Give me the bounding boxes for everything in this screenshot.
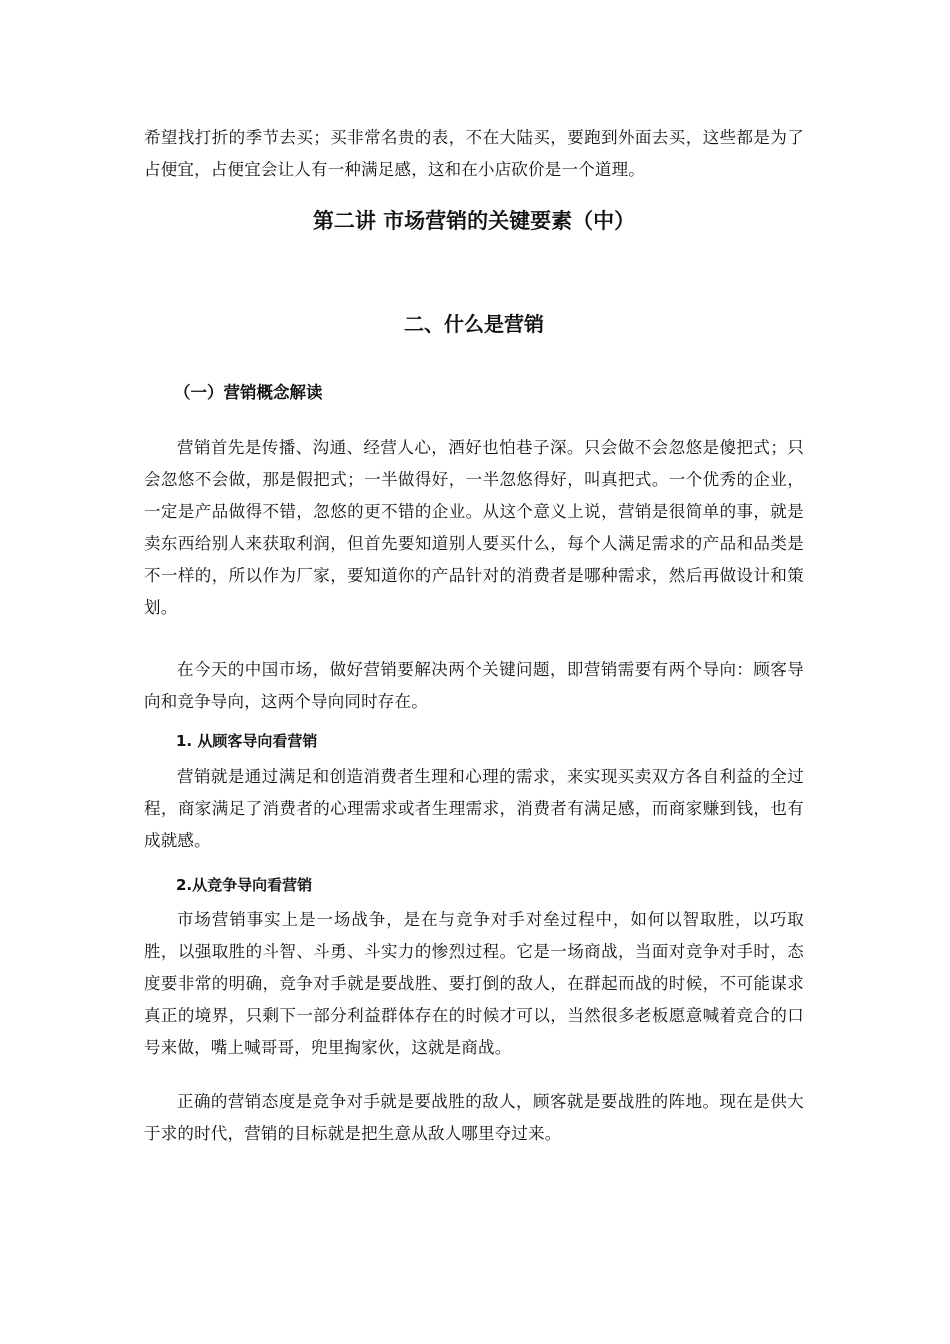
heading-customer-orientation: 1. 从顾客导向看营销 xyxy=(176,732,318,750)
body-paragraph-2: 在今天的中国市场，做好营销要解决两个关键问题，即营销需要有两个导向：顾客导向和竞争导向，这两个导向同时存在。 xyxy=(144,660,804,711)
body-paragraph-1: 营销首先是传播、沟通、经营人心，酒好也怕巷子深。只会做不会忽悠是傻把式；只会忽悠不会做，那是假把式；一半做得好，一半忽悠得好，叫真把式。一个优秀的企业，一定是产品做得不错，忽悠的更不错的企业。从这个意义上说，营销是很简单的事，就是卖东西给别人来获取利润，但首先要知道别人要买什么，每个人满足需求的产品和品类是不一样的，所以作为厂家，要知道你的产品针对的消费者是哪种需求，然后再做设计和策划。 xyxy=(144,438,804,617)
lecture-title: 第二讲 市场营销的关键要素（中） xyxy=(312,209,636,233)
body-paragraph-3: 营销就是通过满足和创造消费者生理和心理的需求，来实现买卖双方各自利益的全过程，商家满足了消费者的心理需求或者生理需求，消费者有满足感，而商家赚到钱，也有成就感。 xyxy=(144,767,804,850)
subsection-title: （一）营销概念解读 xyxy=(174,383,323,402)
body-paragraph-5: 正确的营销态度是竞争对手就是要战胜的敌人，顾客就是要战胜的阵地。现在是供大于求的时代，营销的目标就是把生意从敌人哪里夺过来。 xyxy=(144,1092,804,1143)
body-paragraph-4: 市场营销事实上是一场战争，是在与竞争对手对垒过程中，如何以智取胜，以巧取胜，以强取胜的斗智、斗勇、斗实力的惨烈过程。它是一场商战，当面对竞争对手时，态度要非常的明确，竞争对手就是要战胜、要打倒的敌人，在群起而战的时候，不可能谋求真正的境界，只剩下一部分利益群体存在的时候才可以，当然很多老板愿意喊着竞合的口号来做，嘴上喊哥哥，兜里掏家伙，这就是商战。 xyxy=(144,910,804,1057)
continuation-paragraph: 希望找打折的季节去买；买非常名贵的表，不在大陆买，要跑到外面去买，这些都是为了占便宜，占便宜会让人有一种满足感，这和在小店砍价是一个道理。 xyxy=(144,128,804,179)
section-title: 二、什么是营销 xyxy=(404,312,544,336)
heading-competition-orientation: 2.从竞争导向看营销 xyxy=(176,876,313,894)
